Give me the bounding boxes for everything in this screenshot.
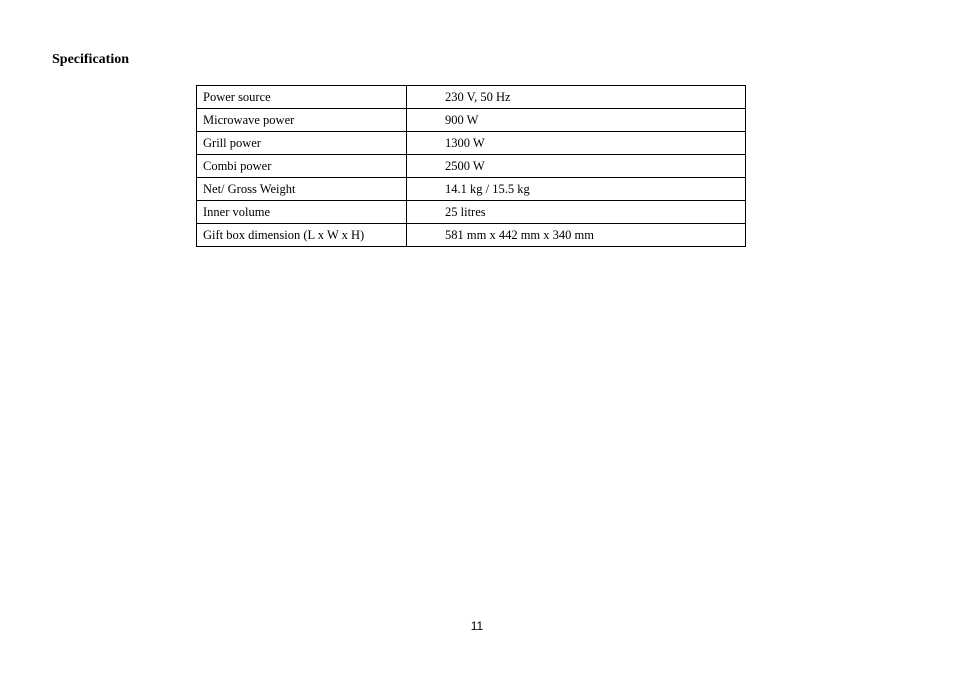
- table-row: [197, 155, 746, 178]
- spec-value: 1300 W: [407, 132, 746, 155]
- spec-label: Net/ Gross Weight: [197, 178, 407, 201]
- specification-table: [196, 85, 746, 247]
- spec-value: 900 W: [407, 109, 746, 132]
- spec-value: 581 mm x 442 mm x 340 mm: [407, 224, 746, 247]
- spec-label: Microwave power: [197, 109, 407, 132]
- table-row: [197, 109, 746, 132]
- page-number: 11: [470, 619, 484, 633]
- spec-value: 14.1 kg / 15.5 kg: [407, 178, 746, 201]
- spec-label: Inner volume: [197, 201, 407, 224]
- spec-label: Gift box dimension (L x W x H): [197, 224, 407, 247]
- table-row: [197, 178, 746, 201]
- spec-value: 230 V, 50 Hz: [407, 86, 746, 109]
- table-row: [197, 224, 746, 247]
- table-row: [197, 132, 746, 155]
- spec-value: 25 litres: [407, 201, 746, 224]
- spec-label: Combi power: [197, 155, 407, 178]
- table-row: [197, 86, 746, 109]
- section-heading: Specification: [52, 52, 129, 67]
- table-row: [197, 201, 746, 224]
- spec-value: 2500 W: [407, 155, 746, 178]
- spec-label: Power source: [197, 86, 407, 109]
- spec-label: Grill power: [197, 132, 407, 155]
